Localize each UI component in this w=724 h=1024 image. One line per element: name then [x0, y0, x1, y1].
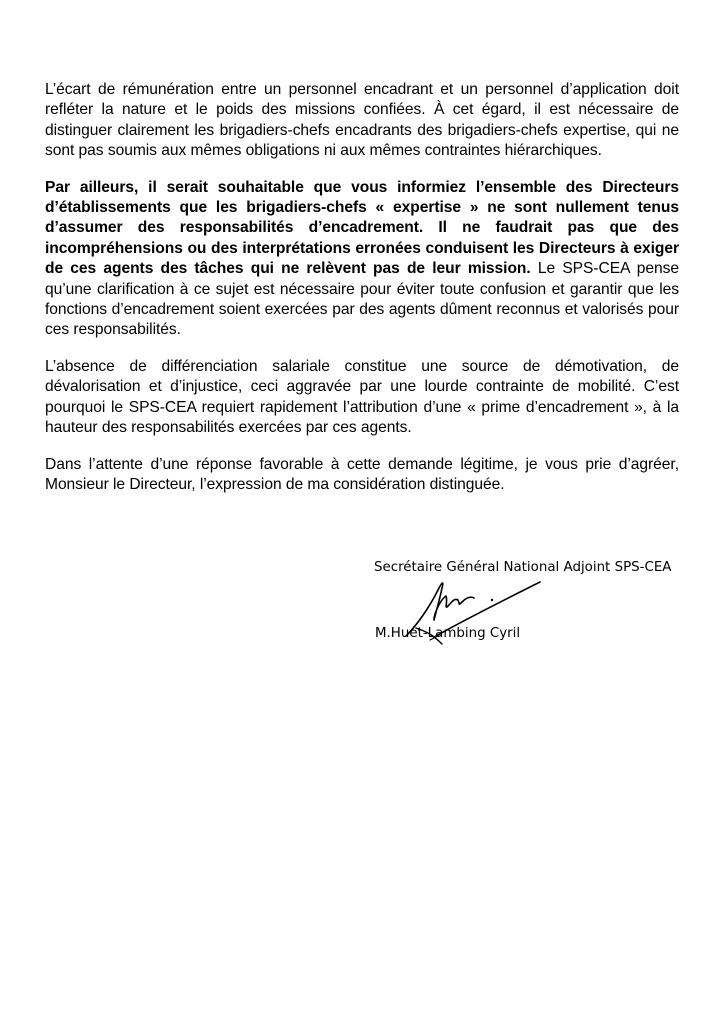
- paragraph-2: [45, 178, 679, 341]
- paragraph-1: L’écart de rémunération entre un personnel encadrant et un personnel d’application doit refléter la nature et le poids des missions confiées. À cet égard, il est nécessaire de distinguer clairement les brigadiers-chefs encadrants des brigadiers-chefs expertise, qui ne sont pas soumis aux mêmes obligations ni aux mêmes contraintes hiérarchiques.: [45, 81, 679, 160]
- paragraph-4: Dans l’attente d’une réponse favorable à cette demande légitime, je vous prie d’agréer, Monsieur le Directeur, l’expression de ma considération distinguée.: [45, 455, 679, 493]
- signatory-title: Secrétaire Général National Adjoint SPS-CEA: [374, 560, 672, 575]
- paragraph-2-rest: Le SPS-CEA pense qu’une clarification à ce sujet est nécessaire pour éviter toute confusion et garantir que les fonctions d’encadrement soient exercées par des agents dûment reconnus et valorisés pour ces responsabilités.: [45, 260, 679, 339]
- paragraph-2-bold: Par ailleurs, il serait souhaitable que vous informiez l’ensemble des Directeurs d’établissements que les brigadiers-chefs « expertise » ne sont nullement tenus d’assumer des responsabilités d’encadrement. Il ne faudrait pas que des incompréhensions ou des interprétations erronées conduisent les Directeurs à exiger de ces agents des tâches qui ne relèvent pas de leur mission.: [45, 178, 679, 278]
- signatory-name: M.Huet-Lambing Cyril: [375, 626, 521, 641]
- paragraph-3: L’absence de différenciation salariale constitue une source de démotivation, de dévalorisation et d’injustice, ceci aggravée par une lourde contrainte de mobilité. C’est pourquoi le SPS-CEA requiert rapidement l’attribution d’une « prime d’encadrement », à la hauteur des responsabilités exercées par ces agents.: [45, 357, 679, 437]
- letter-body: [45, 80, 679, 511]
- handwritten-signature: [404, 576, 544, 656]
